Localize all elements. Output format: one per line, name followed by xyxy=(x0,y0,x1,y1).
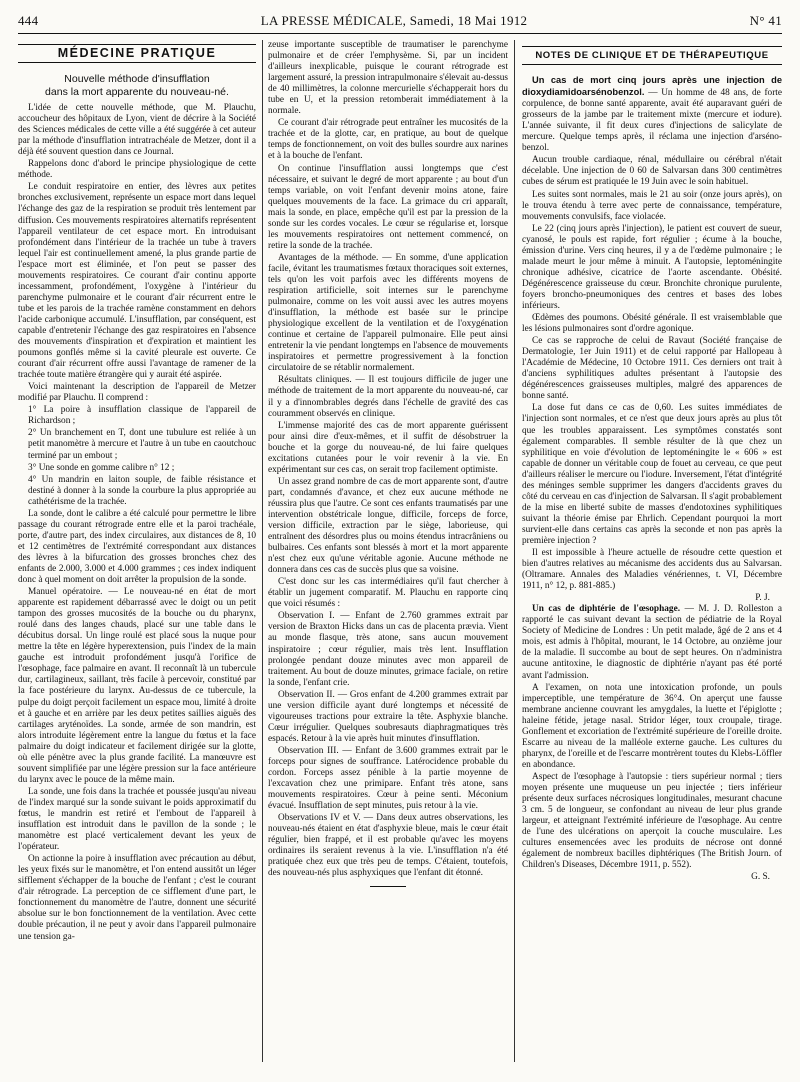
end-rule xyxy=(370,886,406,887)
article-title-line: Nouvelle méthode d'insufflation xyxy=(64,73,210,86)
paragraph: Œdèmes des poumons. Obésité générale. Il est vraisemblable que les lésions pulmonaires sont d'ordre agonique. xyxy=(522,313,782,335)
paragraph: Un assez grand nombre de cas de mort apparente sont, d'autre part, condamnés d'avance, et chez eux aucune méthode ne réussira plus que l'autre. Ce sont ces enfants traumatisés par une intervention obstétricale longue, difficile, forceps de force, version difficile, extraction par le siège, laborieuse, qui entraînent des désordres plus ou moins étendus intracrâniens ou bulbaires. Ces enfants sont blessés à mort et la mort apparente n'est chez eux qu'une véritable agonie. Aucune méthode ne donnera dans ces cas de succès plus que sa voisine. xyxy=(268,476,508,576)
paragraph: Aspect de l'œsophage à l'autopsie : tiers supérieur normal ; tiers moyen présente une muqueuse un peu injectée ; tiers inférieur présente deux surfaces nécrosiques longitudinales, mesurant chacune 3 cm. 5 de longueur, se confondant au niveau de leur plus grande largeur, et atteignant l'extrémité inférieure de l'œsophage. Au centre de l'une des ulcérations on aperçoit la couche musculaire. Les cultures ensemencées avec les produits de nécrose ont donné également de nombreux bacilles diphtériques (The British Journ. of Children's Diseases, Décembre 1911, p. 552). xyxy=(522,771,782,871)
issue-number: N° 41 xyxy=(749,13,782,28)
section-title: NOTES DE CLINIQUE ET DE THÉRAPEUTIQUE xyxy=(522,46,782,65)
note-text: — M. J. D. Rolleston a rapporté le cas suivant devant la section de pédiatrie de la Royal Society of Medicine de Londres : Un petit malade, âgé de 2 ans et 4 mois, est admis à l'hôpital, mourant, le 14 Octobre, au onzième jour de la maladie. Il succombe au bout de sept heures. On n'administra aucune antitoxine, le diagnostic de diphtérie n'ayant pas été porté avant l'admission. xyxy=(522,604,782,681)
note-heading: Un cas de diphtérie de l'œsophage. xyxy=(532,604,681,615)
paragraph: Résultats cliniques. — Il est toujours difficile de juger une méthode de traitement de la mort apparente du nouveau-né, car il y a d'innombrables degrés dans l'échelle de gravité des cas couramment observés en clinique. xyxy=(268,375,508,419)
paragraph: Les suites sont normales, mais le 21 au soir (onze jours après), on le trouva étendu à terre avec perte de connaissance, température, mouvements convulsifs, face violacée. xyxy=(522,189,782,222)
note-paragraph xyxy=(522,75,782,154)
list-item: 3° Une sonde en gomme calibre n° 12 ; xyxy=(28,462,175,473)
paragraph: La sonde, dont le calibre a été calculé pour permettre le libre passage du courant rétrograde entre elle et la paroi trachéale, porte, d'autre part, des index circulaires, aux distances de 8, 10 et 12 centimètres de l'extrémité correspondant aux distances des lèvres à la bifurcation des grosses bronches chez des enfants de 2.000, 3.000 et 4.000 grammes ; ces index indiquent donc à quel moment on doit arrêter la propulsion de la sonde. xyxy=(18,508,256,586)
paragraph: On continue l'insufflation aussi longtemps que c'est nécessaire, et suivant le degré de mort apparente ; au bout d'un temps variable, on voit l'enfant devenir moins atone, faire quelques mouvements de la face. La grimace du cri apparaît, mais la sonde, en place, empêche qu'il est par la pression de la sonde sur les cordes vocales. Le cœur se régularise et, lorsque les mouvements respiratoires ont nettement commencé, on retire la sonde de la trachée. xyxy=(268,163,508,251)
column-3 xyxy=(522,40,782,1062)
paragraph: La dose fut dans ce cas de 0,60. Les suites immédiates de l'injection sont normales, et ce n'est que deux jours après au plus tôt que les troubles apparaissent. Les symptômes constatés sont également comparables. Il semble résulter de là que chez un syphilitique en voie d'évolution de leptoméningite le « 606 » est capable de donner un véritable coup de fouet au cerveau, ce que peut d'ailleurs réaliser le mercure ou l'iodure. Inversement, l'état d'intégrité des méninges semble supprimer les dangers d'accidents graves du côté du cerveau en cas d'injection de Salvarsan. Il s'agit probablement de la mise en liberté subite de masses d'endotoxines syphilitiques suivant la théorie émise par Ehrlich. Cependant pourquoi la mort survient-elle dans certains cas après la seconde et non pas après la première injection ? xyxy=(522,403,782,546)
list-item: 2° Un branchement en T, dont une tubulure est reliée à un petit manomètre à mercure et l'autre à un tube en caoutchouc terminé par un embout ; xyxy=(28,428,256,461)
article-title-line: dans la mort apparente du nouveau-né. xyxy=(45,85,229,98)
journal-title: LA PRESSE MÉDICALE, Samedi, 18 Mai 1912 xyxy=(260,13,528,28)
running-header xyxy=(18,10,782,32)
observation: Observation I. — Enfant de 2.760 grammes extrait par version de Braxton Hicks dans un cas de placenta prævia. Vient au monde flasque, très atone, sans aucun mouvement inspiratoire ; cœur régulier, mais très lent. Insufflation prolongée pendant douze minutes avec mon appareil de traitement. Au bout de douze minutes, grimace faciale, on retire la sonde, l'enfant crie. xyxy=(268,611,508,688)
paragraph: Le 22 (cinq jours après l'injection), le patient est couvert de sueur, cyanosé, le pouls est rapide, fort régulier ; écume à la bouche, émission d'urine. Vers cinq heures, il y a de l'œdème pulmonaire ; le malade meurt le jour même à minuit. A l'autopsie, leptoméningite chronique adhésive, cicatrice de l'aorte ascendante. Obésité. Dégénérescence graisseuse du cœur. Bronchite chronique purulente, foyers broncho-pneumoniques des centres et bases des lobes inférieurs. xyxy=(522,223,782,311)
list-item: 1° La poire à insufflation classique de l'appareil de Richardson ; xyxy=(28,405,256,427)
column-separator xyxy=(514,40,515,1062)
paragraph: Avantages de la méthode. — En somme, d'une application facile, évitant les traumatismes fœtaux thoraciques soit externes, tels qu'on les voit parfois avec les différents moyens de respiration artificielle, soit internes sur le parenchyme pulmonaire, comme on les voit aussi avec les autres moyens d'insufflation, la méthode est basée sur le principe physiologique excellent de la ventilation et de l'oxygénation continue et certaine de l'appareil pulmonaire. Elle peut ainsi entretenir la vie pendant longtemps en l'absence de mouvements inspiratoires et permettre progressivement à la fonction circulatoire de se rétablir normalement. xyxy=(268,252,508,374)
signature: G. S. xyxy=(751,872,770,883)
paragraph: Rappelons donc d'abord le principe physiologique de cette méthode. xyxy=(18,159,256,181)
paragraph: Ce cas se rapproche de celui de Ravaut (Société française de Dermatologie, 1er Juin 1911) et de celui rapporté par Hallopeau à l'Académie de Médecine, 10 Octobre 1911. Ces derniers ont trait à d'anciens syphilitiques adultes présentant à l'autopsie des dégénérescences graisseuses multiples, malgré des apparences de bonne santé. xyxy=(522,336,782,402)
observation: Observation III. — Enfant de 3.600 grammes extrait par le forceps pour signes de souffrance. Latérocidence probable du cordon. Forceps assez pénible à la partie moyenne de l'excavation chez une primipare. Enfant très atone, sans mouvements respiratoires. Cœur à peine senti. Méconium évacué. Insufflation de sept minutes, puis retour à la vie. xyxy=(268,745,508,812)
paragraph: Le conduit respiratoire en entier, des lèvres aux petites bronches exclusivement, représente un espace mort dans lequel l'échange des gaz de la respiration se produit très lentement par diffusion. Ces mouvements respiratoires alternatifs représentent l'appareil ventilateur de cet espace mort. En introduisant profondément dans l'intérieur de la trachée un tube à travers lequel l'air est continuellement amené, la plus grande partie de l'espace mort est éliminée, et l'on peut se passer des mouvements respiratoires. Ce courant d'air continu apporte incessamment, profondément, l'oxygène à l'intérieur du parenchyme pulmonaire et le courant d'air récurrent entre le tube et les parois de la trachée ramène constamment en dehors l'acide carbonique accumulé. L'insufflation, par conséquent, est capable d'entretenir l'échange des gaz respiratoires en l'absence des mouvements d'inspiration et d'expiration et maintient les poumons gonflés même si la cavité pleurale est ouverte. Ce courant d'air récurrent offre aussi l'avantage de ramener de la trachée toute matière étrangère qui y aurait été aspirée. xyxy=(18,182,256,381)
paragraph: Voici maintenant la description de l'appareil de Metzer modifié par Plauchu. Il comprend : xyxy=(18,382,256,404)
note-text: — Un homme de 48 ans, de forte corpulence, de bonne santé apparente, avait été auparavant guéri de grosseurs de la jambe par le traitement mixte (mercure et iodure). L'année suivante, il fit deux cures d'injections de salicylate de mercure. Quelque temps après, il réclama une injection d'arséno-benzol. xyxy=(522,88,782,154)
paragraph: Manuel opératoire. — Le nouveau-né en état de mort apparente est rapidement débarrassé avec le doigt ou un petit tampon des grosses mucosités de la bouche ou du pharynx, roulé dans des langes chauds, placé sur une table dans le décubitus dorsal. Un linge roulé est placé sous la nuque pour mettre la tête en légère hyperextension, puis l'index de la main gauche est introduit profondément jusqu'à l'orifice de l'œsophage, face palmaire en avant. Il reconnaît là un tubercule dur, cartilagineux, saillant, très facile à percevoir, constitué par la face postérieure du larynx. Au-dessus de ce tubercule, la pulpe du doigt perçoit facilement un espace mou, limité à droite et à gauche et en arrière par les deux petites saillies aiguës des cartilages aryténoïdes. La sonde, armée de son mandrin, est alors introduite légèrement entre la langue du fœtus et la face palmaire du doigt indicateur et facilement dirigée sur la glotte, où elle pénètre avec la plus grande facilité. La manœuvre est souvent simplifiée par une légère pression sur la face antérieure du larynx avec le pouce de la même main. xyxy=(18,587,256,785)
article-title xyxy=(18,73,256,98)
column-separator xyxy=(262,40,263,1062)
paragraph: L'immense majorité des cas de mort apparente guérissent pour ainsi dire d'eux-mêmes, et il suffit de désobstruer la bouche et la gorge du nouveau-né, de lui faire quelques excitations cutanées pour le voir revenir à la vie. En expérimentant sur ces cas, on serait trop facilement optimiste. xyxy=(268,420,508,475)
paragraph: A l'examen, on nota une intoxication profonde, un pouls imperceptible, une température de 36°4. On aperçut une fausse membrane ancienne couvrant les amygdales, la luette et l'épiglotte ; haleine fétide, jetage nasal. Stridor léger, toux croupale, tirage. Gonflement et excoriation de l'extrémité supérieure de l'oreille droite. Escarre au niveau de la malléole externe gauche. Les cultures du pharynx, de l'oreille et de l'escarre montrèrent toutes du Klebs-Löffler en abondance. xyxy=(522,682,782,770)
column-1 xyxy=(18,40,256,1062)
paragraph: La sonde, une fois dans la trachée et poussée jusqu'au niveau de l'index marqué sur la sonde suivant le poids approximatif du fœtus, le mandrin est retiré et l'embout de l'appareil à insufflation est introduit dans le pavillon de la sonde ; le manomètre est placé verticalement devant les yeux de l'opérateur. xyxy=(18,786,256,853)
note-paragraph xyxy=(522,604,782,681)
paragraph: L'idée de cette nouvelle méthode, que M. Plauchu, accoucheur des hôpitaux de Lyon, vient de décrire à la Société des Sciences médicales de cette ville a été suggérée à cet auteur par la méthode d'insufflation intratrachéale de Metzer, dont il a déjà été souvent question dans ce Journal. xyxy=(18,103,256,158)
page-number: 444 xyxy=(18,13,39,28)
paragraph: Il est impossible à l'heure actuelle de résoudre cette question et bien d'autres relatives au mécanisme des accidents dus au Salvarsan. (Oltramare. Annales des Maladies vénériennes, t. VI, Décembre 1911, n° 12, p. 881-885.) xyxy=(522,548,782,592)
paragraph: Ce courant d'air rétrograde peut entraîner les mucosités de la trachée et de la glotte, car, en pratique, au bout de quelque temps de fonctionnement, on voit des bulles sourdre aux narines et à la bouche de l'enfant. xyxy=(268,118,508,162)
paragraph: zeuse importante susceptible de traumatiser le parenchyme pulmonaire et de créer l'emphysème. Si, par un incident d'ailleurs inexplicable, puisque le courant rétrograde est largement assuré, la pression intrapulmonaire s'élevait au-dessus de 40 millimètres, la colonne mercurielle s'échapperait hors du tube en U, et la pression retomberait immédiatement à la normale. xyxy=(268,40,508,117)
observation: Observations IV et V. — Dans deux autres observations, les nouveau-nés étaient en état d'asphyxie bleue, mais le cœur était régulier, bien frappé, et il est probable qu'avec les moyens ordinaires ils seraient revenus à la vie. L'insufflation n'a été pratiquée chez eux que très peu de temps. C'étaient, toutefois, des nouveau-nés plus asphyxiques que l'enfant dit étonné. xyxy=(268,813,508,879)
paragraph: On actionne la poire à insufflation avec précaution au début, les yeux fixés sur le manomètre, et l'on entend aussitôt un léger sifflement s'échapper de la bouche de l'enfant ; c'est le courant d'air rétrograde. La perception de ce sifflement d'une part, le fonctionnement du manomètre de l'autre, donnent une sécurité absolue sur le bon fonctionnement de la ventilation. Avec cette double précaution, il ne peut y avoir dans l'appareil pulmonaire une tension ga- xyxy=(18,854,256,942)
note-heading: Un cas de mort cinq jours après une injection de dioxydiamidoarsénobenzol. xyxy=(522,75,782,98)
section-title: MÉDECINE PRATIQUE xyxy=(18,44,256,63)
observation: Observation II. — Gros enfant de 4.200 grammes extrait par une version difficile ayant duré longtemps et nécessité de vigoureuses tractions pour extraire la tête. Asphyxie blanche. Cœur irrégulier. Quelques soubresauts diaphragmatiques très espacés. Retour à la vie après huit minutes d'insufflation. xyxy=(268,689,508,744)
column-2 xyxy=(268,40,508,1062)
paragraph: C'est donc sur les cas intermédiaires qu'il faut chercher à établir un jugement comparatif. M. Plauchu en rapporte cinq que voici résumés : xyxy=(268,577,508,610)
list-item: 4° Un mandrin en laiton souple, de faible résistance et destiné à donner à la sonde la courbure la plus appropriée au cathétérisme de la trachée. xyxy=(28,474,256,507)
paragraph: Aucun trouble cardiaque, rénal, médullaire ou cérébral n'était décelable. Une injection de 0 60 de Salvarsan dans 300 centimètres cubes de sérum est pratiquée le 19 Juin avec le soin habituel. xyxy=(522,155,782,188)
signature: P. J. xyxy=(755,593,770,604)
header-rule xyxy=(18,33,782,34)
